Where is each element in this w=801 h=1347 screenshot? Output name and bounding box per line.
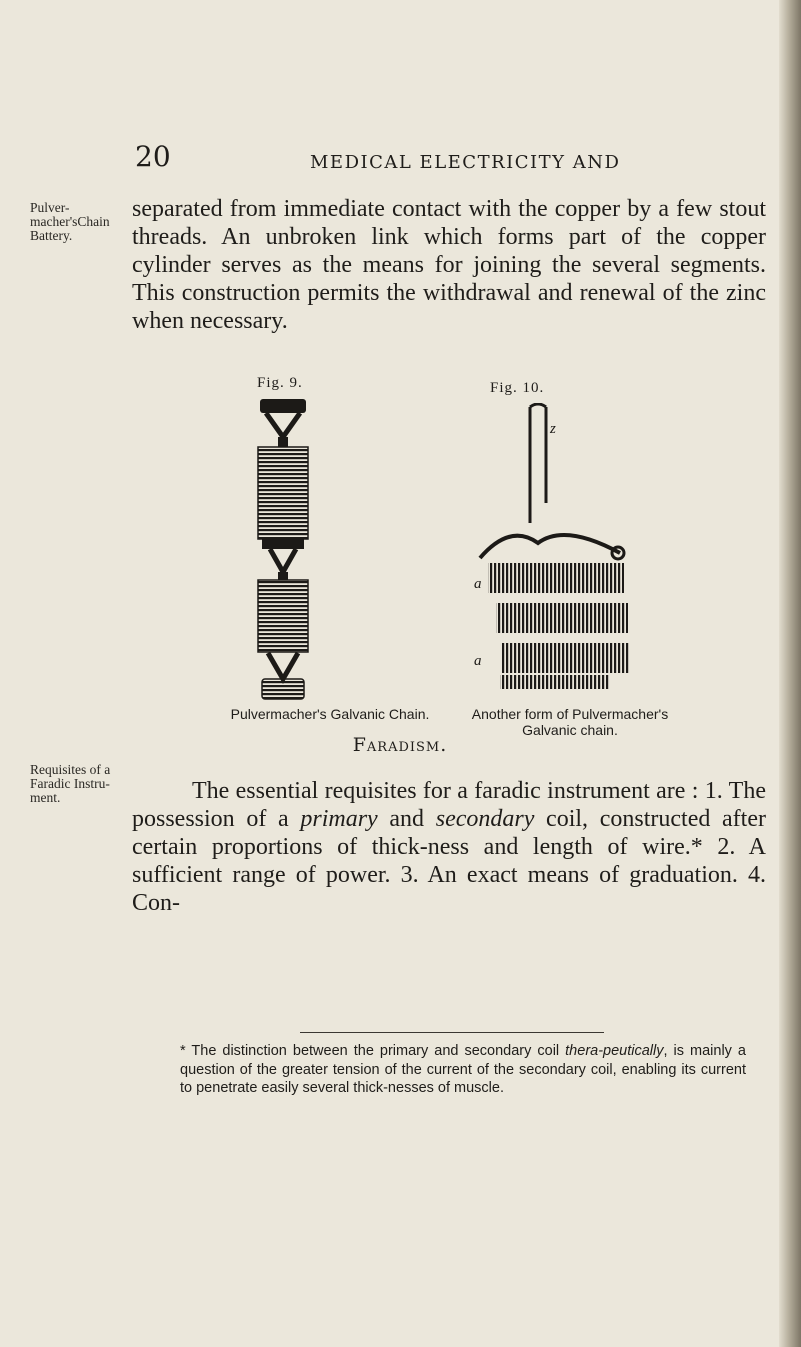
margin-note-battery: Pulver-macher'sChain Battery. <box>30 200 110 243</box>
footnote-suffix: , is mainly a question of the greater tension of the current of the secondary coil, enabling its current to penetrate easily several thick-nesses of muscle. <box>180 1043 746 1096</box>
margin-note-requisites: Requisites of a Faradic Instru-ment. <box>30 762 111 805</box>
paragraph-text-2: coil, constructed after certain proportions of thick-ness and length of wire.* 2. A sufficient range of power. 3. An exact means of graduation. 4. Con- <box>132 806 766 916</box>
page-edge <box>779 0 801 1347</box>
page-number: 20 <box>135 140 171 173</box>
fig-10-chain-illustration <box>470 403 650 693</box>
footnote-rule <box>300 1032 604 1033</box>
section-title-faradism: Faradism. <box>352 734 448 756</box>
fig-9-caption: Pulvermacher's Galvanic Chain. <box>230 706 430 722</box>
fig-10-letter-a-lower: a <box>474 653 482 669</box>
footnote-prefix: * The distinction between the primary and secondary coil <box>180 1043 566 1059</box>
fig-10-label: Fig. 10. <box>490 380 545 396</box>
fig-9-label: Fig. 9. <box>257 375 303 391</box>
secondary-italic: secondary <box>435 806 535 832</box>
footnote-italic: thera-peutically <box>565 1043 664 1059</box>
paragraph-text-1: The essential requisites for a faradic instrument are : 1. The possession of a <box>132 778 766 832</box>
primary-italic: primary <box>300 806 378 832</box>
fig-10-letter-a-upper: a <box>474 576 482 592</box>
fig-10-letter-z: z <box>550 421 556 437</box>
paragraph-chain-construction: separated from immediate contact with the copper by a few stout threads. An unbroken link which forms part of the copper cylinder serves as the means for joining the several segments. This construction permits the withdrawal and renewal of the zinc when necessary. <box>132 196 766 334</box>
paragraph-faradic-requisites <box>132 777 766 917</box>
running-head: MEDICAL ELECTRICITY AND <box>310 152 621 173</box>
fig-10-caption: Another form of Pulvermacher's Galvanic chain. <box>471 706 669 738</box>
footnote <box>180 1042 746 1098</box>
and-text: and <box>377 806 436 832</box>
fig-9-chain-illustration <box>248 397 318 702</box>
